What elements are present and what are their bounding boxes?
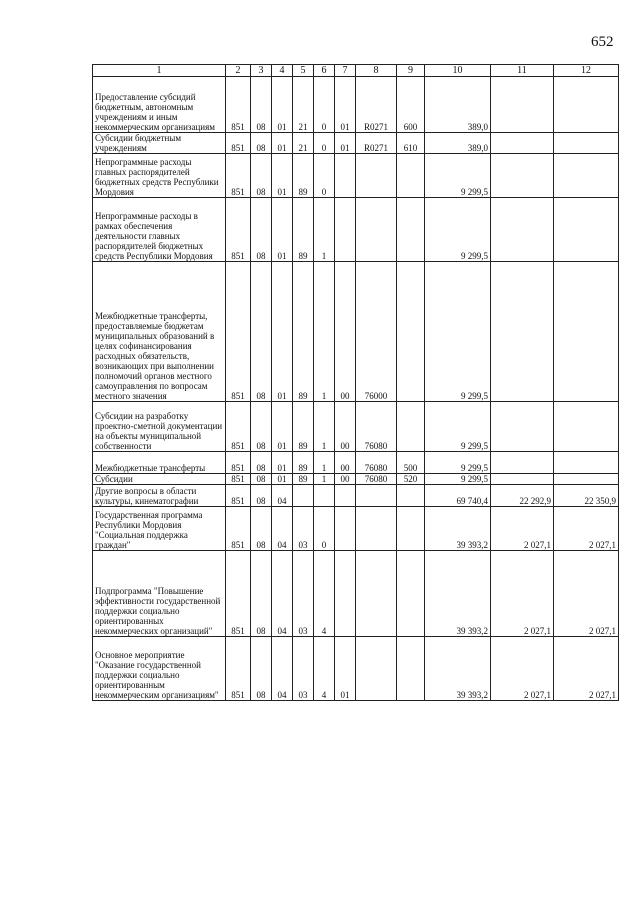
row-cell-c9 [397,507,425,551]
row-cell-c10: 9 299,5 [425,452,491,474]
row-cell-c3: 08 [251,637,272,701]
row-cell-c6: 1 [314,474,335,485]
column-header: 3 [251,65,272,77]
row-cell-c7 [335,551,356,637]
row-cell-c10: 39 393,2 [425,507,491,551]
row-cell-c8 [356,485,397,507]
table-row [93,507,619,551]
row-cell-c4: 01 [272,133,293,154]
row-cell-c12: 22 350,9 [554,485,619,507]
table-row [93,77,619,133]
row-cell-c4: 01 [272,154,293,198]
row-cell-c11 [491,198,554,262]
row-cell-c10: 9 299,5 [425,402,491,452]
row-cell-c4: 04 [272,507,293,551]
row-cell-c5 [293,485,314,507]
row-cell-c5: 03 [293,551,314,637]
row-cell-c5: 21 [293,133,314,154]
row-name-cell: Предоставление субсидий бюджетным, автономным учреждениям и иным некоммерческим организациям [93,77,226,133]
row-cell-c2: 851 [226,402,251,452]
row-cell-c11 [491,262,554,402]
table-row [93,452,619,474]
row-cell-c6: 1 [314,262,335,402]
row-cell-c3: 08 [251,452,272,474]
row-cell-c11 [491,133,554,154]
row-cell-c5: 89 [293,474,314,485]
row-cell-c4: 01 [272,402,293,452]
row-cell-c12 [554,452,619,474]
table-row [93,198,619,262]
row-name-cell: Непрограммные расходы в рамках обеспечения деятельности главных распорядителей бюджетных средств Республики Мордовия [93,198,226,262]
table-row [93,133,619,154]
table-row [93,262,619,402]
row-cell-c5: 89 [293,198,314,262]
row-cell-c10: 9 299,5 [425,198,491,262]
row-cell-c5: 89 [293,262,314,402]
row-cell-c7: 01 [335,133,356,154]
column-header: 2 [226,65,251,77]
row-cell-c7: 00 [335,402,356,452]
row-cell-c7 [335,198,356,262]
row-cell-c11 [491,154,554,198]
row-cell-c10: 9 299,5 [425,154,491,198]
row-cell-c3: 08 [251,77,272,133]
table-row [93,474,619,485]
row-cell-c11 [491,474,554,485]
row-cell-c12 [554,133,619,154]
row-cell-c9 [397,262,425,402]
row-cell-c7: 00 [335,262,356,402]
row-cell-c6: 1 [314,402,335,452]
row-name-cell: Государственная программа Республики Мордовия "Социальная поддержка граждан" [93,507,226,551]
row-cell-c9 [397,551,425,637]
column-header: 8 [356,65,397,77]
row-cell-c10: 389,0 [425,77,491,133]
row-cell-c9: 600 [397,77,425,133]
row-cell-c5: 89 [293,402,314,452]
row-cell-c3: 08 [251,154,272,198]
row-cell-c12 [554,262,619,402]
row-cell-c4: 01 [272,474,293,485]
row-cell-c3: 08 [251,485,272,507]
row-name-cell: Субсидии на разработку проектно-сметной документации на объекты муниципальной собственности [93,402,226,452]
row-cell-c8 [356,551,397,637]
row-cell-c7 [335,154,356,198]
row-cell-c4: 04 [272,551,293,637]
row-cell-c6: 0 [314,154,335,198]
row-cell-c6: 1 [314,452,335,474]
column-header: 7 [335,65,356,77]
row-cell-c12 [554,154,619,198]
row-cell-c3: 08 [251,474,272,485]
row-cell-c8 [356,154,397,198]
row-cell-c12: 2 027,1 [554,507,619,551]
row-cell-c4: 01 [272,198,293,262]
row-cell-c2: 851 [226,198,251,262]
column-header: 1 [93,65,226,77]
row-name-cell: Межбюджетные трансферты [93,452,226,474]
row-cell-c7: 01 [335,637,356,701]
row-cell-c3: 08 [251,507,272,551]
row-cell-c8: R0271 [356,77,397,133]
row-cell-c8: 76000 [356,262,397,402]
row-cell-c8: 76080 [356,402,397,452]
row-cell-c12: 2 027,1 [554,551,619,637]
row-cell-c9 [397,154,425,198]
row-cell-c3: 08 [251,402,272,452]
row-name-cell: Другие вопросы в области культуры, кинематографии [93,485,226,507]
row-cell-c7 [335,485,356,507]
row-cell-c5: 89 [293,452,314,474]
row-cell-c2: 851 [226,262,251,402]
column-header: 9 [397,65,425,77]
column-header: 6 [314,65,335,77]
row-name-cell: Подпрограмма "Повышение эффективности государственной поддержки социально ориентированных некоммерческих организаций" [93,551,226,637]
row-cell-c2: 851 [226,154,251,198]
row-cell-c10: 9 299,5 [425,262,491,402]
table-row [93,485,619,507]
row-cell-c8: 76080 [356,474,397,485]
row-cell-c6 [314,485,335,507]
row-cell-c8 [356,637,397,701]
row-name-cell: Основное мероприятие "Оказание государственной поддержки социально ориентированным некоммерческим организациям" [93,637,226,701]
row-cell-c8: R0271 [356,133,397,154]
table-row [93,154,619,198]
row-cell-c10: 69 740,4 [425,485,491,507]
row-cell-c11: 2 027,1 [491,551,554,637]
row-cell-c12 [554,474,619,485]
row-cell-c9 [397,485,425,507]
page-number: 652 [591,34,614,50]
row-cell-c7: 00 [335,452,356,474]
row-cell-c11: 2 027,1 [491,637,554,701]
row-cell-c2: 851 [226,551,251,637]
row-cell-c5: 03 [293,507,314,551]
row-cell-c11 [491,452,554,474]
row-cell-c5: 03 [293,637,314,701]
row-cell-c11: 2 027,1 [491,507,554,551]
budget-table [92,64,619,701]
column-header: 11 [491,65,554,77]
row-cell-c2: 851 [226,77,251,133]
row-cell-c9 [397,637,425,701]
row-cell-c12 [554,198,619,262]
row-cell-c8 [356,198,397,262]
row-cell-c10: 9 299,5 [425,474,491,485]
table-row [93,551,619,637]
row-cell-c2: 851 [226,637,251,701]
row-cell-c8: 76080 [356,452,397,474]
column-header: 10 [425,65,491,77]
row-cell-c5: 21 [293,77,314,133]
row-cell-c4: 04 [272,637,293,701]
row-cell-c7: 01 [335,77,356,133]
row-cell-c3: 08 [251,133,272,154]
table-row [93,402,619,452]
row-cell-c6: 0 [314,133,335,154]
row-cell-c9: 520 [397,474,425,485]
row-cell-c3: 08 [251,198,272,262]
row-cell-c9 [397,402,425,452]
row-cell-c11 [491,402,554,452]
row-cell-c9 [397,198,425,262]
row-cell-c6: 0 [314,77,335,133]
row-cell-c2: 851 [226,452,251,474]
row-cell-c11 [491,77,554,133]
row-cell-c4: 04 [272,485,293,507]
row-cell-c6: 0 [314,507,335,551]
row-cell-c6: 4 [314,551,335,637]
row-cell-c2: 851 [226,133,251,154]
row-cell-c4: 01 [272,77,293,133]
column-header: 5 [293,65,314,77]
row-cell-c3: 08 [251,551,272,637]
row-cell-c10: 389,0 [425,133,491,154]
row-cell-c6: 4 [314,637,335,701]
row-cell-c9: 610 [397,133,425,154]
row-cell-c2: 851 [226,474,251,485]
row-cell-c6: 1 [314,198,335,262]
row-cell-c3: 08 [251,262,272,402]
row-cell-c2: 851 [226,485,251,507]
row-cell-c11: 22 292,9 [491,485,554,507]
column-header: 12 [554,65,619,77]
row-name-cell: Непрограммные расходы главных распорядителей бюджетных средств Республики Мордовия [93,154,226,198]
row-cell-c4: 01 [272,452,293,474]
column-header: 4 [272,65,293,77]
row-cell-c12 [554,77,619,133]
row-cell-c10: 39 393,2 [425,637,491,701]
row-cell-c8 [356,507,397,551]
row-cell-c12: 2 027,1 [554,637,619,701]
header-row [93,65,619,77]
row-cell-c7: 00 [335,474,356,485]
row-cell-c12 [554,402,619,452]
row-cell-c4: 01 [272,262,293,402]
row-cell-c7 [335,507,356,551]
row-cell-c5: 89 [293,154,314,198]
row-cell-c2: 851 [226,507,251,551]
row-name-cell: Субсидии бюджетным учреждениям [93,133,226,154]
table-row [93,637,619,701]
row-name-cell: Субсидии [93,474,226,485]
row-cell-c9: 500 [397,452,425,474]
row-name-cell: Межбюджетные трансферты, предоставляемые бюджетам муниципальных образований в целях софинансирования расходных обязательств, возникающих при выполнении полномочий органов местного самоуправления по вопросам местного значения [93,262,226,402]
row-cell-c10: 39 393,2 [425,551,491,637]
